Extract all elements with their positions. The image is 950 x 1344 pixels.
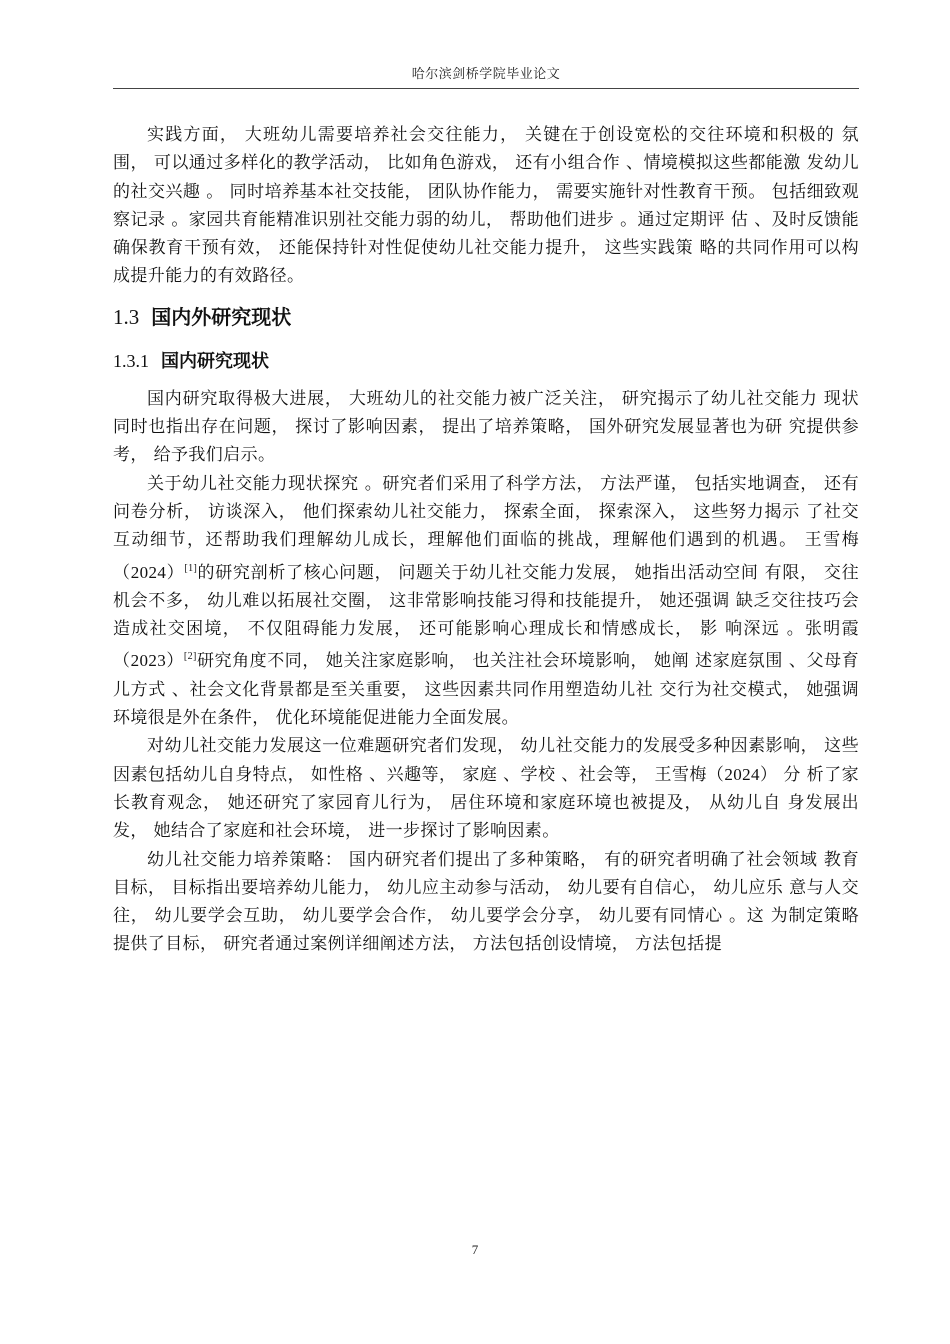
paragraph-status (113, 470, 859, 733)
body-text (113, 121, 859, 959)
text-run: 的研究剖析了核心问题， 问题关于幼儿社交能力发展， 她指出活动空间 有限， 交往机会不多， 幼儿难以拓展社交圈， 这非常影响技能习得和技能提升， 她还强调 缺乏交往技巧会造成社交困境， 不仅阻碍能力发展， 还可能影响心理成长和情感成长， 影 响深远 。张明霞（ (113, 562, 859, 672)
section-number: 1.3 (113, 304, 140, 329)
paragraph-factors (113, 732, 859, 845)
running-header: 哈尔滨剑桥学院毕业论文 (411, 67, 561, 82)
text-run: 研究角度不同， 她关注家庭影响， 也关注社会环境影响， 她阐 述家庭氛围 、父母育儿方式 、社会文化背景都是至关重要， 这些因素共同作用塑造幼儿社 交行为社交模式， 她强调环境很是外在条件， 优化环境能促进能力全面发展。 (113, 651, 859, 729)
text-run: ） (166, 562, 185, 583)
paragraph-overview: 国内研究取得极大进展， 大班幼儿的社交能力被广泛关注， 研究揭示了幼儿社交能力 现状同时也指出存在问题， 探讨了影响因素， 提出了培养策略， 国外研究发展显著也为研 究提供参考， 给予我们启示。 (113, 388, 859, 466)
page-number: 7 (471, 1242, 479, 1257)
subsection-heading (113, 337, 859, 381)
citation-ref: [2] (183, 651, 197, 663)
paragraph-strategies: 幼儿社交能力培养策略： 国内研究者们提出了多种策略， 有的研究者明确了社会领域 教育目标， 目标指出要培养幼儿能力， 幼儿应主动参与活动， 幼儿要有自信心， 幼儿应乐 意与人交往， 幼儿要学会互助， 幼儿要学会合作， 幼儿要学会分享， 幼儿要有同情心 。这 为制定策略提供了目标， 研究者通过案例详细阐述方法， 方法包括创设情境， 方法包括提 (113, 849, 859, 955)
text-run: 对幼儿社交能力发展这一位难题研究者们发现， 幼儿社交能力的发展受多种因素影响， 这些因素包括幼儿自身特点， 如性格 、兴趣等， 家庭 、学校 、社会等， 王雪梅（ (113, 736, 859, 785)
subsection-title: 国内研究现状 (161, 350, 269, 372)
citation-ref: [1] (184, 562, 198, 574)
text-run: ） (166, 651, 184, 672)
citation-year: 2024 (130, 562, 167, 582)
header-rule (113, 88, 859, 89)
text-run: 关于幼儿社交能力现状探究 。研究者们采用了科学方法， 方法严谨， 包括实地调查， 还有问卷分析， 访谈深入， 他们探索幼儿社交能力， 探索全面， 探索深入， 这些努力揭示 了社交互动细节，还帮助我们理解幼儿成长，理解他们面临的挑战，理解他们遇到的机遇。 王雪梅（ (113, 473, 859, 583)
text-run: ） 分 析了家长教育观念， 她还研究了家园育儿行为， 居住环境和家庭环境也被提及， 从幼儿自 身发展出发， 她结合了家庭和社会环境， 进一步探讨了影响因素。 (113, 764, 859, 842)
citation-year: 2023 (130, 651, 167, 671)
citation-year: 2024 (724, 764, 760, 784)
section-title: 国内外研究现状 (151, 304, 292, 329)
section-heading (113, 291, 859, 337)
paragraph-practice: 实践方面， 大班幼儿需要培养社会交往能力， 关键在于创设宽松的交往环境和积极的 氛围， 可以通过多样化的教学活动， 比如角色游戏， 还有小组合作 、情境模拟这些都能激 发幼儿的社交兴趣 。 同时培养基本社交技能， 团队协作能力， 需要实施针对性教育干预。 包括细致观察记录 。家园共育能精准识别社交能力弱的幼儿， 帮助他们进步 。通过定期评 估 、及时反馈能确保教育干预有效， 还能保持针对性促使幼儿社交能力提升， 这些实践策 略的共同作用可以构成提升能力的有效路径。 (113, 125, 859, 287)
subsection-number: 1.3.1 (113, 350, 149, 371)
